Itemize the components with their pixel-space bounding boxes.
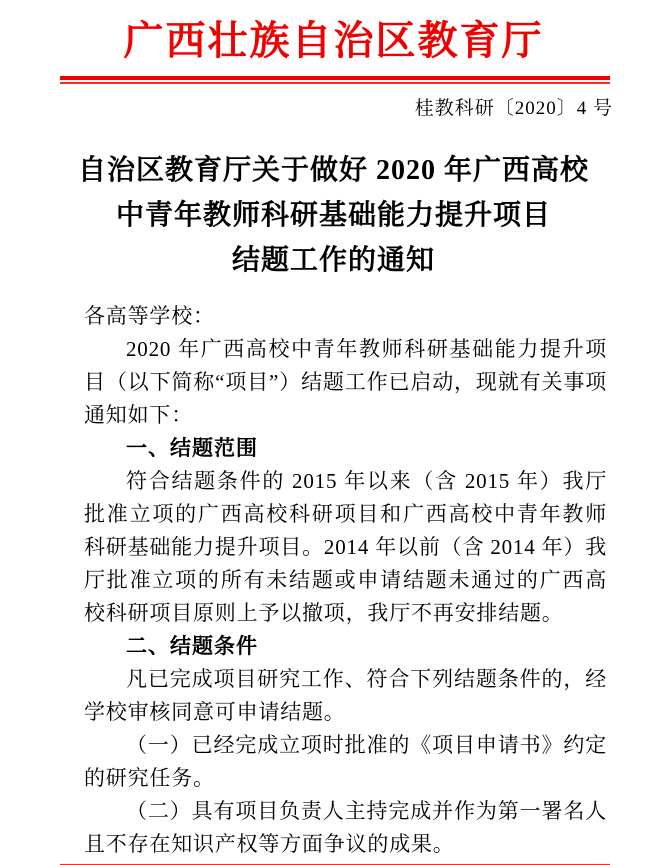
condition-2-paragraph: （二）具有项目负责人主持完成并作为第一署名人且不存在知识产权等方面争议的成果。 [84,799,607,856]
notice-title-line-1: 自治区教育厅关于做好 2020 年广西高校 [77,155,589,186]
intro-paragraph: 2020 年广西高校中青年教师科研基础能力提升项目（以下简称“项目”）结题工作已启动，现就有关事项通知如下： [84,337,607,427]
red-divider-top-thin-rule [60,82,610,84]
document-number: 桂教科研〔2020〕4 号 [414,98,613,119]
letterhead-agency-title: 广西壮族自治区教育厅 [123,18,544,63]
notice-title-line-2: 中青年教师科研基础能力提升项目 [115,200,551,231]
section-1-paragraph: 符合结题条件的 2015 年以来（含 2015 年）我厅批准立项的广西高校科研项目和广西高校中青年教师科研基础能力提升项目。2014 年以前（含 2014 年）我厅批准立项的所有未结题或申请结题未通过的广西高校科研项目原则上予以撤项，我厅不再安排结题。 [84,469,607,625]
salutation: 各高等学校： [84,304,215,328]
condition-1-paragraph: （一）已经完成立项时批准的《项目申请书》约定的研究任务。 [84,733,607,790]
red-divider-top [60,76,610,84]
document-body [84,300,607,861]
section-2-paragraph: 凡已完成项目研究工作、符合下列结题条件的，经学校审核同意可申请结题。 [84,667,607,724]
notice-title [30,148,637,283]
section-1-heading: 一、结题范围 [126,437,258,460]
notice-title-line-3: 结题工作的通知 [231,245,435,276]
section-2-heading: 二、结题条件 [126,635,258,658]
